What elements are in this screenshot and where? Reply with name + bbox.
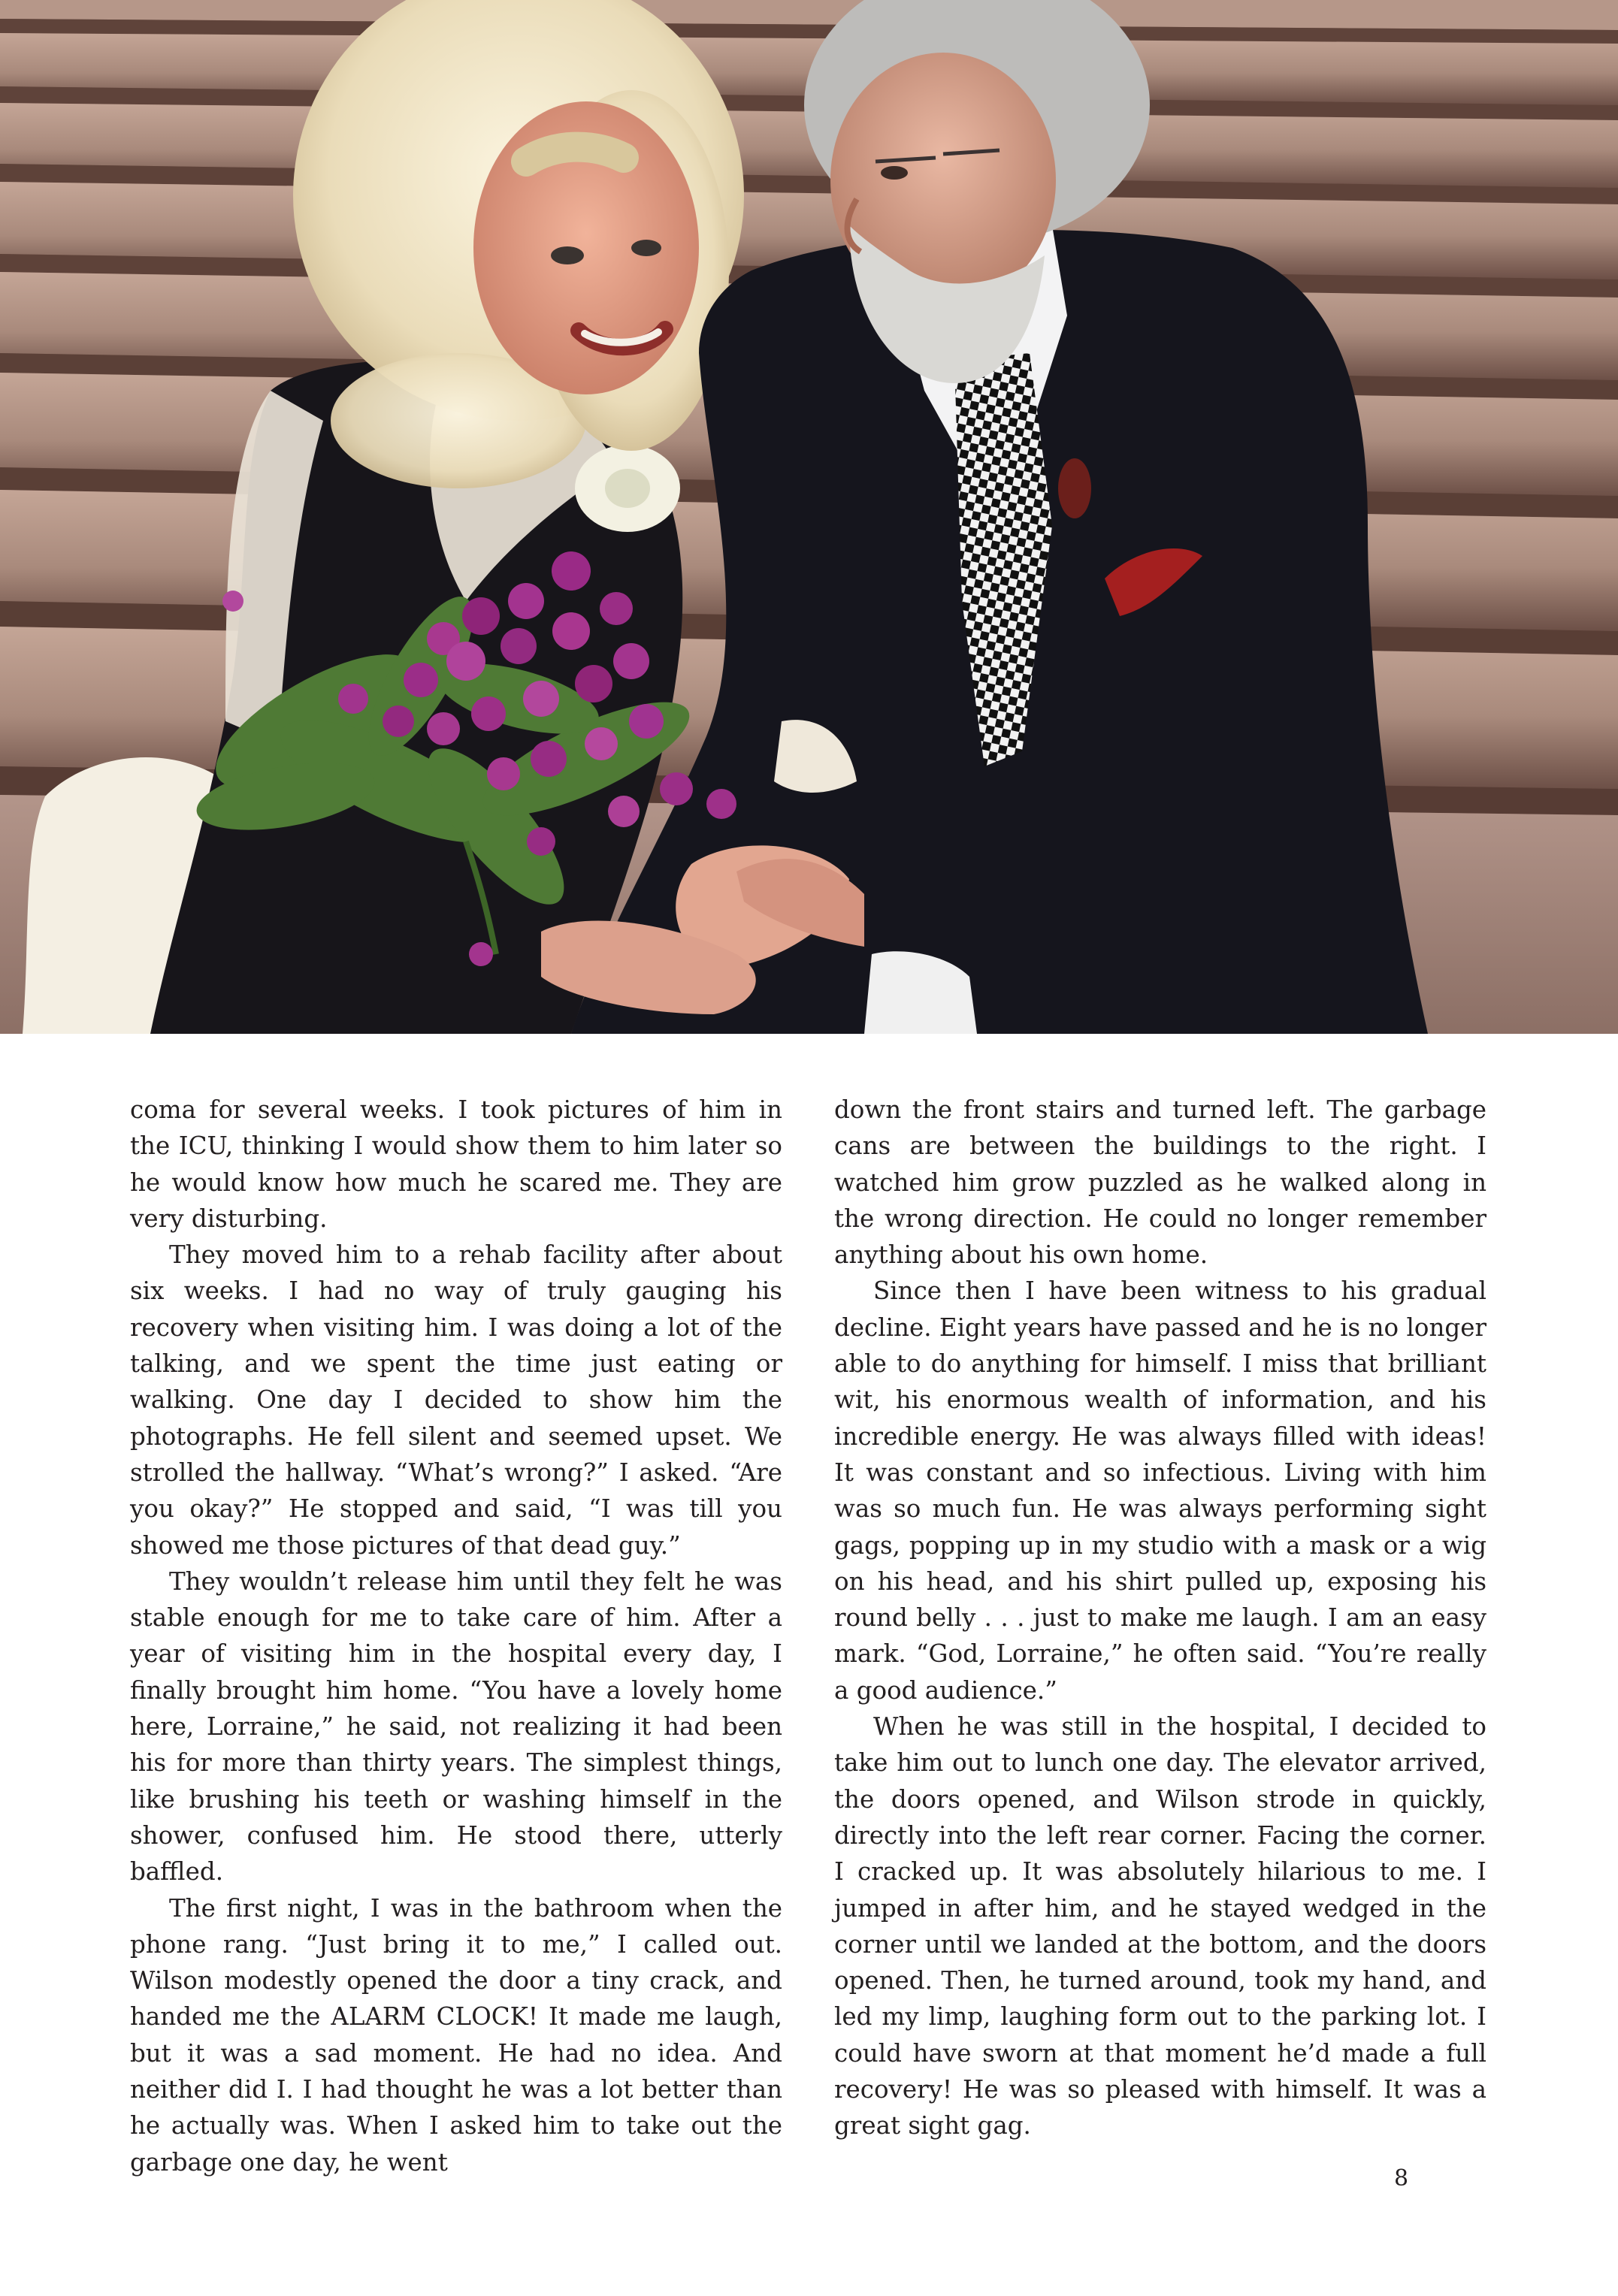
paragraph: Since then I have been witness to his gradual decline. Eight years have passed and he is no longer able to do anything for himself. I miss that brilliant wit, his enormous wealth of information, and his incredible energy. He was always filled with ideas! It was constant and so infectious. Living with him was so much fun. He was always performing sight gags, popping up in my studio with a mask or a wig on his head, and his shirt pulled up, exposing his round belly . . . just to make me laugh. I am an easy mark. “God, Lorraine,” he often said. “You’re really a good audience.”	[834, 1276, 1486, 1705]
text-column-left	[130, 1092, 782, 2180]
text-column-right	[834, 1092, 1486, 2144]
paragraph: The first night, I was in the bathroom when the phone rang. “Just bring it to me,” I called out. Wilson modestly opened the door a tiny crack, and handed me the ALARM CLOCK! It made me laugh, but it was a sad moment. He had no idea. And neither did I. I had thought he was a lot better than he actually was. When I asked him to take out the garbage one day, he went	[130, 1893, 782, 2177]
paragraph: coma for several weeks. I took pictures of him in the ICU, thinking I would show them to him later so he would know how much he scared me. They are very disturbing.	[130, 1095, 782, 1233]
paragraph: They wouldn’t release him until they felt he was stable enough for me to take care of him. After a year of visiting him in the hospital every day, I finally brought him home. “You have a lovely home here, Lorraine,” he said, not realizing it had been his for more than thirty years. The simplest things, like brushing his teeth or washing himself in the shower, confused him. He stood there, utterly baffled.	[130, 1566, 782, 1887]
paragraph: They moved him to a rehab facility after about six weeks. I had no way of truly gauging his recovery when visiting him. I was doing a lot of the talking, and we spent the time just eating or walking. One day I decided to show him the photographs. He fell silent and seemed upset. We strolled the hallway. “What’s wrong?” I asked. “Are you okay?” He stopped and said, “I was till you showed me those pictures of that dead guy.”	[130, 1240, 782, 1560]
page-number: 8	[1394, 2165, 1409, 2192]
couple-on-stairs-photo	[0, 0, 1618, 1034]
lapel-pin	[1058, 458, 1091, 518]
corsage	[575, 445, 680, 532]
paragraph: When he was still in the hospital, I decided to take him out to lunch one day. The elevator arrived, the doors opened, and Wilson strode in quickly, directly into the left rear corner. Facing the corner. I cracked up. It was absolutely hilarious to me. I jumped in after him, and he stayed wedged in the corner until we landed at the bottom, and the doors opened. Then, he turned around, took my hand, and led my limp, laughing form out to the parking lot. I could have sworn at that moment he’d made a full recovery! He was so pleased with himself. It was a great sight gag.	[834, 1712, 1486, 2140]
paragraph: down the front stairs and turned left. The garbage cans are between the buildings to the right. I watched him grow puzzled as he walked along in the wrong direction. He could no longer remember anything about his own home.	[834, 1095, 1486, 1270]
photo-illustration	[0, 0, 1618, 1034]
